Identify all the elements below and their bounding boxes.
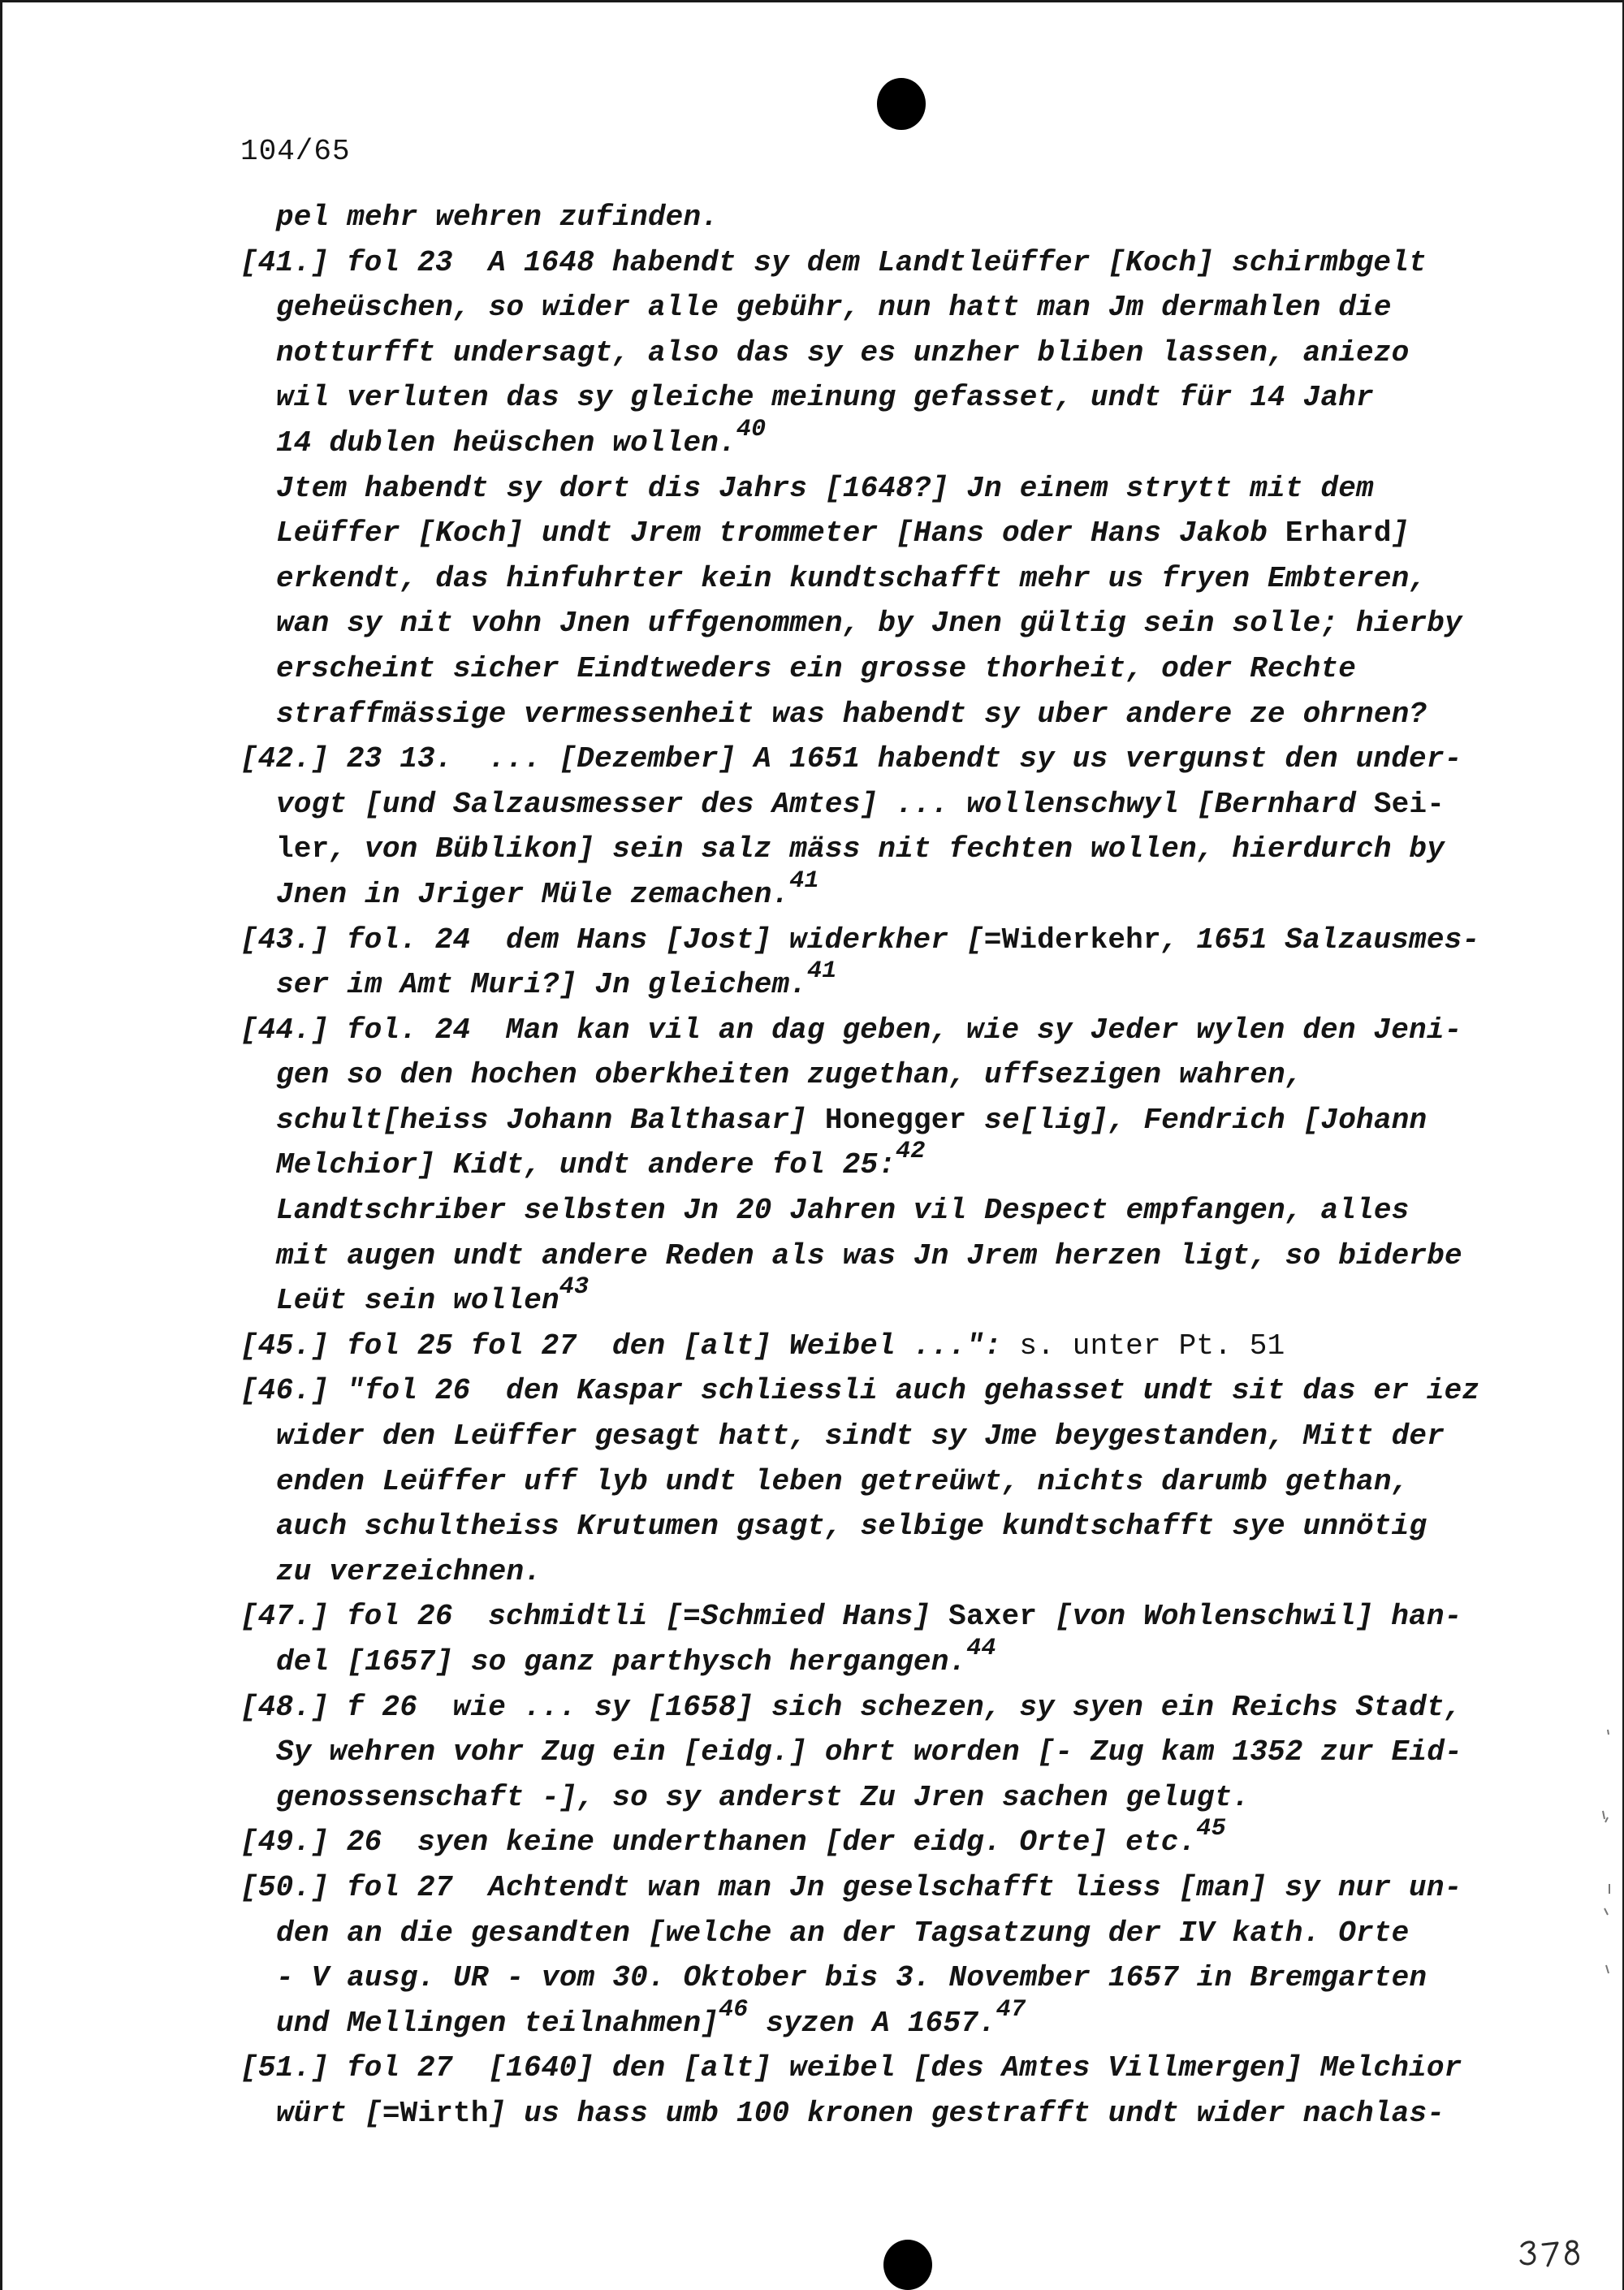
text-span: den an die gesandten [welche an der Tagsatzung der IV kath. Orte (276, 1916, 1410, 1950)
text-line (240, 1414, 1491, 1459)
surname-bold: Wirth (400, 2096, 489, 2130)
text-span: [51.] fol 27 [1640] den [alt] weibel [des Amtes Villmergen] Melchior (240, 2051, 1462, 2085)
text-line (240, 1685, 1491, 1730)
text-line (240, 375, 1491, 421)
text-span: [42.] 23 13. ... [Dezember] A 1651 habendt sy us vergunst den under- (240, 742, 1462, 776)
text-span: [47.] fol 26 schmidtli [=Schmied Hans] (240, 1600, 949, 1634)
surname-bold: Erhard (1285, 516, 1392, 551)
text-span: [von Wohlenschwil] han- (1037, 1600, 1462, 1634)
text-line (240, 556, 1491, 602)
text-line (240, 195, 1491, 240)
punch-hole-bottom (883, 2240, 932, 2290)
footnote-ref: 43 (559, 1273, 590, 1302)
text-span: wider den Leüffer gesagt hatt, sindt sy Jme beygestanden, Mitt der (276, 1419, 1445, 1454)
text-line (240, 1138, 1491, 1188)
text-span: syzen A 1657. (748, 2006, 996, 2040)
text-line (240, 1008, 1491, 1053)
text-line (240, 1504, 1491, 1549)
text-line (240, 1775, 1491, 1821)
text-span: [49.] 26 syen keine underthanen [der eidg. Orte] etc. (240, 1826, 1197, 1860)
text-span: erscheint sicher Eindtweders ein grosse thorheit, oder Rechte (276, 651, 1357, 685)
text-line (240, 1188, 1491, 1234)
text-line (240, 957, 1491, 1008)
text-line (240, 511, 1491, 556)
footnote-ref: 45 (1196, 1815, 1226, 1843)
surname-bold: Widerkehr (1001, 922, 1161, 957)
text-span: - V ausg. UR - vom 30. Oktober bis 3. November 1657 in Bremgarten (276, 1961, 1427, 1995)
text-line (240, 866, 1491, 918)
footnote-ref: 40 (736, 415, 767, 443)
text-span: wil verluten das sy gleiche meinung gefasset, undt für 14 Jahr (276, 381, 1374, 415)
text-span: straffmässige vermessenheit was habendt sy uber andere ze ohrnen? (276, 697, 1427, 731)
text-span: ] us hass umb 100 kronen gestrafft undt wider nachlas- (488, 2096, 1445, 2130)
text-line (240, 1730, 1491, 1775)
text-line (240, 1098, 1491, 1143)
text-line (240, 692, 1491, 737)
text-span: Melchior] Kidt, undt andere fol 25: (276, 1148, 896, 1182)
text-span: und Mellingen teilnahmen] (276, 2006, 719, 2040)
text-line (240, 918, 1491, 963)
text-line (240, 1865, 1491, 1911)
text-line (240, 2091, 1491, 2137)
text-line (240, 1234, 1491, 1279)
text-span: [41.] fol 23 A 1648 habendt sy dem Landtleüffer [Koch] schirmbgelt (240, 245, 1427, 279)
text-line (240, 1815, 1491, 1865)
text-span: [50.] fol 27 Achtendt wan man Jn geselschafft liess [man] sy nur un- (240, 1870, 1462, 1904)
text-span: ser im Amt Muri?] Jn gleichem. (276, 968, 808, 1002)
text-span: [48.] f 26 wie ... sy [1658] sich schezen, sy syen ein Reichs Stadt, (240, 1690, 1462, 1724)
surname-bold: Honegger (824, 1103, 967, 1137)
text-line (240, 1459, 1491, 1505)
text-span: wan sy nit vohn Jnen uffgenommen, by Jnen gültig sein solle; hierby (276, 607, 1462, 641)
text-span: del [1657] so ganz parthysch hergangen. (276, 1645, 967, 1679)
text-span: se[lig], Fendrich [Johann (966, 1103, 1427, 1137)
text-line (240, 737, 1491, 782)
text-line (240, 1635, 1491, 1685)
text-line (240, 240, 1491, 286)
surname-bold: Saxer (948, 1600, 1038, 1634)
text-span: vogt [und Salzausmesser des Amtes] ... wollenschwyl [Bernhard (276, 787, 1374, 821)
footnote-ref: 41 (807, 957, 837, 986)
text-span: würt [= (276, 2096, 400, 2130)
text-line (240, 1273, 1491, 1324)
text-line (240, 827, 1491, 872)
text-line (240, 646, 1491, 692)
text-span: s. unter Pt. 51 (1019, 1329, 1285, 1363)
text-line (240, 415, 1491, 466)
text-span: enden Leüffer uff lyb undt leben getreüwt, nichts darumb gethan, (276, 1464, 1410, 1498)
punch-hole-top (877, 78, 926, 130)
text-span: Jtem habendt sy dort dis Jahrs [1648?] Jn einem strytt mit dem (276, 471, 1374, 505)
text-span: pel mehr wehren zufinden. (276, 201, 719, 234)
text-line (240, 1324, 1491, 1369)
footnote-ref: 42 (896, 1138, 926, 1166)
text-line (240, 1955, 1491, 2001)
text-span: ] (1391, 516, 1410, 551)
text-line (240, 1549, 1491, 1595)
text-span: genossenschaft -], so sy anderst Zu Jren sachen gelugt. (276, 1780, 1250, 1814)
text-span: erkendt, das hinfuhrter kein kundtschafft mehr us fryen Embteren, (276, 561, 1427, 595)
text-span: Sy wehren vohr Zug ein [eidg.] ohrt worden [- Zug kam 1352 zur Eid- (276, 1735, 1462, 1769)
text-span: [46.] "fol 26 den Kaspar schliessli auch gehasset undt sit das er iez (240, 1374, 1480, 1408)
surname-bold: Sei- (1373, 787, 1445, 821)
surname-bold: ler (276, 832, 330, 866)
text-span: 14 dublen heüschen wollen. (276, 426, 736, 460)
text-line (240, 1052, 1491, 1098)
text-span: [44.] fol. 24 Man kan vil an dag geben, wie sy Jeder wylen den Jeni- (240, 1013, 1462, 1047)
text-span: schult[heiss Johann Balthasar] (276, 1103, 825, 1137)
text-line (240, 285, 1491, 331)
margin-marks (1596, 1722, 1621, 1998)
text-span: Leüffer [Koch] undt Jrem trommeter [Hans oder Hans Jakob (276, 516, 1285, 551)
text-line (240, 1995, 1491, 2046)
text-span: auch schultheiss Krutumen gsagt, selbige kundtschafft sye unnötig (276, 1510, 1427, 1544)
text-line (240, 1911, 1491, 1956)
text-span: , 1651 Salzausmes- (1160, 922, 1480, 957)
footnote-ref: 41 (789, 866, 819, 895)
text-line (240, 331, 1491, 376)
page-number: 104/65 (240, 135, 351, 168)
footnote-ref: 46 (719, 1995, 749, 2024)
text-span: Landtschriber selbsten Jn 20 Jahren vil Despect empfangen, alles (276, 1194, 1410, 1228)
text-span: mit augen undt andere Reden als was Jn Jrem herzen ligt, so biderbe (276, 1238, 1462, 1272)
text-line (240, 601, 1491, 646)
text-line (240, 466, 1491, 512)
handwritten-folio (1517, 2233, 1595, 2274)
text-span: notturfft undersagt, also das sy es unzher bliben lassen, aniezo (276, 335, 1410, 369)
footnote-ref: 47 (996, 1995, 1026, 2024)
text-span: Leüt sein wollen (276, 1284, 559, 1318)
text-line (240, 1368, 1491, 1414)
text-span: geheüschen, so wider alle gebühr, nun hatt man Jm dermahlen die (276, 291, 1392, 325)
footnote-ref: 44 (966, 1635, 996, 1662)
text-span: gen so den hochen oberkheiten zugethan, uffsezigen wahren, (276, 1058, 1303, 1092)
text-span: zu verzeichnen. (276, 1554, 542, 1588)
text-span: [45.] fol 25 fol 27 den [alt] Weibel ...": (240, 1329, 1020, 1363)
text-span: Jnen in Jriger Müle zemachen. (276, 877, 790, 911)
text-line (240, 2046, 1491, 2091)
text-span: [43.] fol. 24 dem Hans [Jost] widerkher [= (240, 922, 1002, 957)
text-line (240, 1594, 1491, 1640)
document-body (240, 195, 1491, 2137)
text-line (240, 782, 1491, 827)
text-span: , von Büblikon] sein salz mäss nit fechten wollen, hierdurch by (329, 832, 1445, 866)
